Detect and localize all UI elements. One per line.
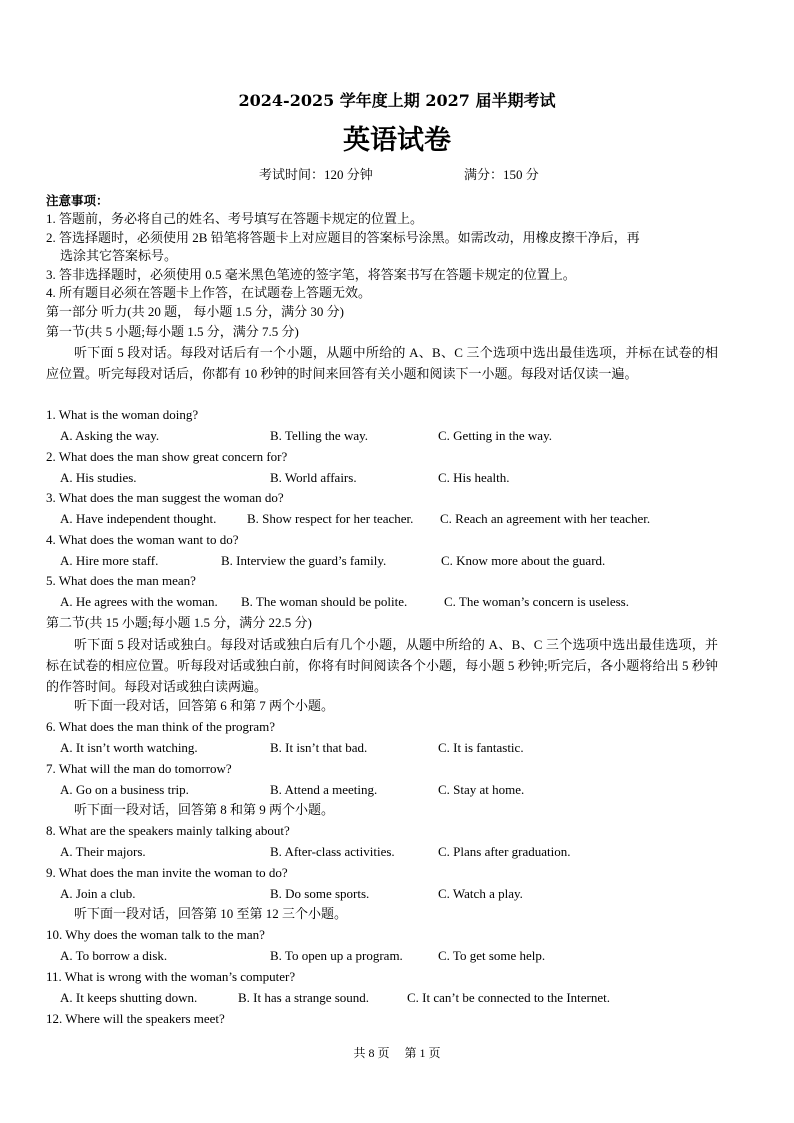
option-a: A. To borrow a disk. [60,948,168,963]
option-a: A. Have independent thought. [60,511,217,526]
option-c: C. Watch a play. [438,886,523,901]
option-c: C. Stay at home. [438,782,525,797]
page-footer [0,1044,794,1061]
option-a: A. Asking the way. [60,428,160,443]
option-c: C. His health. [438,470,510,485]
notice-item: 选涂其它答案标号。 [60,248,178,263]
question-6: 6. What does the man think of the program? [46,719,276,734]
option-b: B. Attend a meeting. [270,782,378,797]
exam-score: 满分：150 分 [464,167,539,182]
question-12: 12. Where will the speakers meet? [46,1011,225,1026]
option-b: B. Interview the guard’s family. [221,553,387,568]
question-1: 1. What is the woman doing? [46,407,199,422]
option-a: A. Hire more staff. [60,553,159,568]
option-b: B. Do some sports. [270,886,370,901]
notice-item: 2. 答选择题时，必须使用 2B 铅笔将答题卡上对应题目的答案标号涂黑。如需改动，用橡皮擦干净后，再 [46,230,640,245]
option-b: B. Telling the way. [270,428,369,443]
page-number: 第 1 页 [404,1046,441,1060]
question-7: 7. What will the man do tomorrow? [46,761,232,776]
option-a: A. He agrees with the woman. [60,594,218,609]
option-a: A. His studies. [60,470,137,485]
question-11: 11. What is wrong with the woman’s computer? [46,969,296,984]
question-10: 10. Why does the woman talk to the man? [46,927,265,942]
section2-instruction: 听下面 5 段对话或独白。每段对话或独白后有几个小题，从题中所给的 A、B、C 三个选项中选出最佳选项，并标在试卷的相应位置。听每段对话或独白前，你将有时间阅读各个小题，每小题 5 秒钟;听完后，各小题将给出 5 秒钟的作答时间。每段对话或独白读两遍。 [46,637,718,694]
section2-heading: 第二节(共 15 小题;每小题 1.5 分，满分 22.5 分) [46,615,312,630]
question-9: 9. What does the man invite the woman to do? [46,865,288,880]
dialog-instruction: 听下面一段对话，回答第 6 和第 7 两个小题。 [74,698,335,713]
notice-item: 4. 所有题目必须在答题卡上作答，在试题卷上答题无效。 [46,285,372,300]
part1-heading: 第一部分 听力(共 20 题， 每小题 1.5 分，满分 30 分) [46,304,344,319]
question-3: 3. What does the man suggest the woman do? [46,490,284,505]
dialog-instruction: 听下面一段对话，回答第 8 和第 9 两个小题。 [74,802,335,817]
option-a: A. Go on a business trip. [60,782,189,797]
dialog-instruction: 听下面一段对话，回答第 10 至第 12 三个小题。 [74,906,348,921]
option-c: C. Plans after graduation. [438,844,571,859]
option-a: A. Their majors. [60,844,146,859]
question-2: 2. What does the man show great concern for? [46,449,288,464]
total-pages: 共 8 页 [353,1046,390,1060]
subject-title: 英语试卷 [343,125,451,156]
section1-instruction: 听下面 5 段对话。每段对话后有一个小题，从题中所给的 A、B、C 三个选项中选出最佳选项，并标在试卷的相应位置。听完每段对话后，你都有 10 秒钟的时间来回答有关小题和阅读下一小题。每段对话仅读一遍。 [46,345,718,381]
exam-time: 考试时间：120 分钟 [259,167,373,182]
question-5: 5. What does the man mean? [46,573,196,588]
option-b: B. To open up a program. [270,948,403,963]
option-b: B. After-class activities. [270,844,395,859]
option-c: C. The woman’s concern is useless. [444,594,629,609]
option-a: A. Join a club. [60,886,136,901]
option-c: C. It can’t be connected to the Internet. [407,990,610,1005]
option-c: C. Reach an agreement with her teacher. [440,511,651,526]
exam-title: 2024-2025 学年度上期 2027 届半期考试 [238,91,556,110]
option-c: C. To get some help. [438,948,546,963]
option-b: B. World affairs. [270,470,357,485]
notice-title: 注意事项： [46,193,109,208]
question-8: 8. What are the speakers mainly talking about? [46,823,290,838]
question-4: 4. What does the woman want to do? [46,532,239,547]
option-b: B. Show respect for her teacher. [247,511,414,526]
notice-item: 1. 答题前，务必将自己的姓名、考号填写在答题卡规定的位置上。 [46,211,424,226]
option-c: C. It is fantastic. [438,740,524,755]
option-b: B. It has a strange sound. [238,990,370,1005]
option-c: C. Know more about the guard. [441,553,606,568]
option-b: B. The woman should be polite. [241,594,408,609]
notice-item: 3. 答非选择题时，必须使用 0.5 毫米黑色笔迹的签字笔，将答案书写在答题卡规定的位置上。 [46,267,576,282]
option-a: A. It keeps shutting down. [60,990,198,1005]
option-c: C. Getting in the way. [438,428,552,443]
option-b: B. It isn’t that bad. [270,740,368,755]
option-a: A. It isn’t worth watching. [60,740,198,755]
section1-heading: 第一节(共 5 小题;每小题 1.5 分，满分 7.5 分) [46,324,299,339]
